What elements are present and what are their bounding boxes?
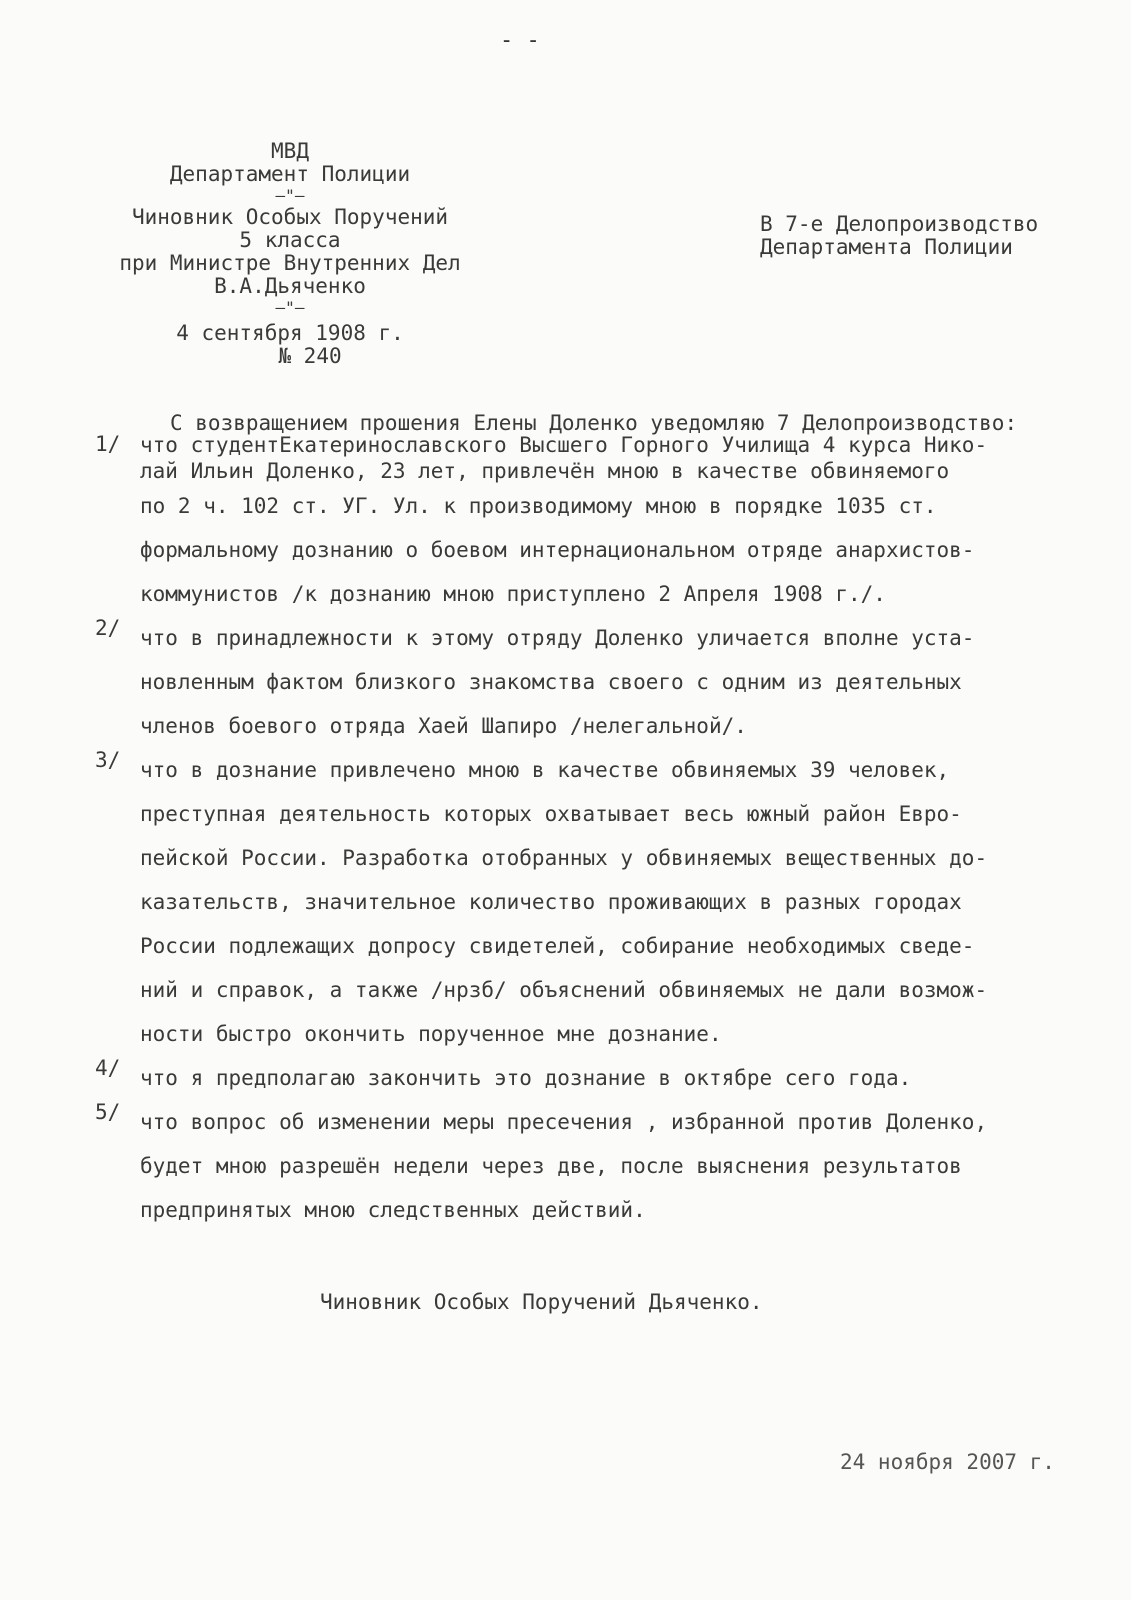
top-mark: - -: [500, 28, 540, 53]
department-label: Департамент Полиции: [169, 162, 411, 186]
item-line: ности быстро окончить порученное мне дознание.: [140, 1022, 722, 1046]
item-number: 1/: [95, 432, 121, 456]
item-line: формальному дознанию о боевом интернациональном отряде анархистов-: [140, 538, 975, 562]
item-line: членов боевого отряда Хаей Шапиро /нелегальной/.: [140, 714, 747, 738]
item-line: лай Ильин Доленко, 23 лет, привлечён мною в качестве обвиняемого: [140, 459, 950, 483]
recipient-header: [760, 213, 1038, 259]
ministry-label: МВД: [271, 139, 309, 163]
letter-date: 4 сентября 1908 г.: [176, 321, 404, 345]
item-line: казательств, значительное количество проживающих в разных городах: [140, 890, 962, 914]
item-line: что я предполагаю закончить это дознание в октябре сего года.: [140, 1066, 912, 1090]
list-item: [95, 1100, 1085, 1232]
item-line: по 2 ч. 102 ст. УГ. Ул. к производимому мною в порядке 1035 ст.: [140, 494, 937, 518]
official-class: 5 класса: [239, 228, 341, 252]
intro-line: С возвращением прошения Елены Доленко уведомляю 7 Делопроизводство:: [170, 411, 1018, 435]
footer-date: 24 ноября 2007 г.: [840, 1450, 1055, 1474]
item-line: что в дознание привлечено мною в качестве обвиняемых 39 человек,: [140, 758, 950, 782]
item-line: новленным фактом близкого знакомства своего с одним из деятельных: [140, 670, 962, 694]
item-line: коммунистов /к дознанию мною приступлено 2 Апреля 1908 г./.: [140, 582, 886, 606]
item-line: что вопрос об изменении меры пресечения , избранной против Доленко,: [140, 1110, 988, 1134]
list-item: [95, 1056, 1085, 1100]
item-line: будет мною разрешён недели через две, после выяснения результатов: [140, 1154, 962, 1178]
ditto-mark: –"–: [275, 186, 305, 205]
list-item: [95, 432, 1085, 616]
item-line: что студентЕкатеринославского Высшего Горного Училища 4 курса Нико-: [140, 433, 988, 457]
official-title: Чиновник Особых Поручений: [131, 205, 449, 229]
item-line: пейской России. Разработка отобранных у обвиняемых вещественных до-: [140, 846, 988, 870]
letter-body: [95, 410, 1085, 1232]
item-number: 4/: [95, 1056, 121, 1080]
item-number: 5/: [95, 1100, 121, 1124]
recipient-line: Департамента Полиции: [760, 235, 1013, 259]
item-number: 3/: [95, 748, 121, 772]
list-item: [95, 748, 1085, 1056]
item-number: 2/: [95, 616, 121, 640]
ditto-mark: –"–: [275, 298, 305, 317]
item-line: преступная деятельность которых охватывает весь южный район Евро-: [140, 802, 962, 826]
signature-line: Чиновник Особых Поручений Дьяченко.: [320, 1290, 763, 1314]
letter-number: № 240: [278, 344, 342, 368]
recipient-line: В 7-е Делопроизводство: [760, 212, 1039, 236]
item-line: что в принадлежности к этому отряду Доленко уличается вполне уста-: [140, 626, 975, 650]
item-line: ний и справок, а также /нрзб/ объяснений обвиняемых не дали возмож-: [140, 978, 988, 1002]
official-name: В.А.Дьяченко: [214, 274, 366, 298]
list-item: [95, 616, 1085, 748]
official-affiliation: при Министре Внутренних Дел: [119, 251, 461, 275]
item-line: России подлежащих допросу свидетелей, собирание необходимых сведе-: [140, 934, 975, 958]
item-line: предпринятых мною следственных действий.: [140, 1198, 646, 1222]
sender-header: [90, 140, 490, 368]
